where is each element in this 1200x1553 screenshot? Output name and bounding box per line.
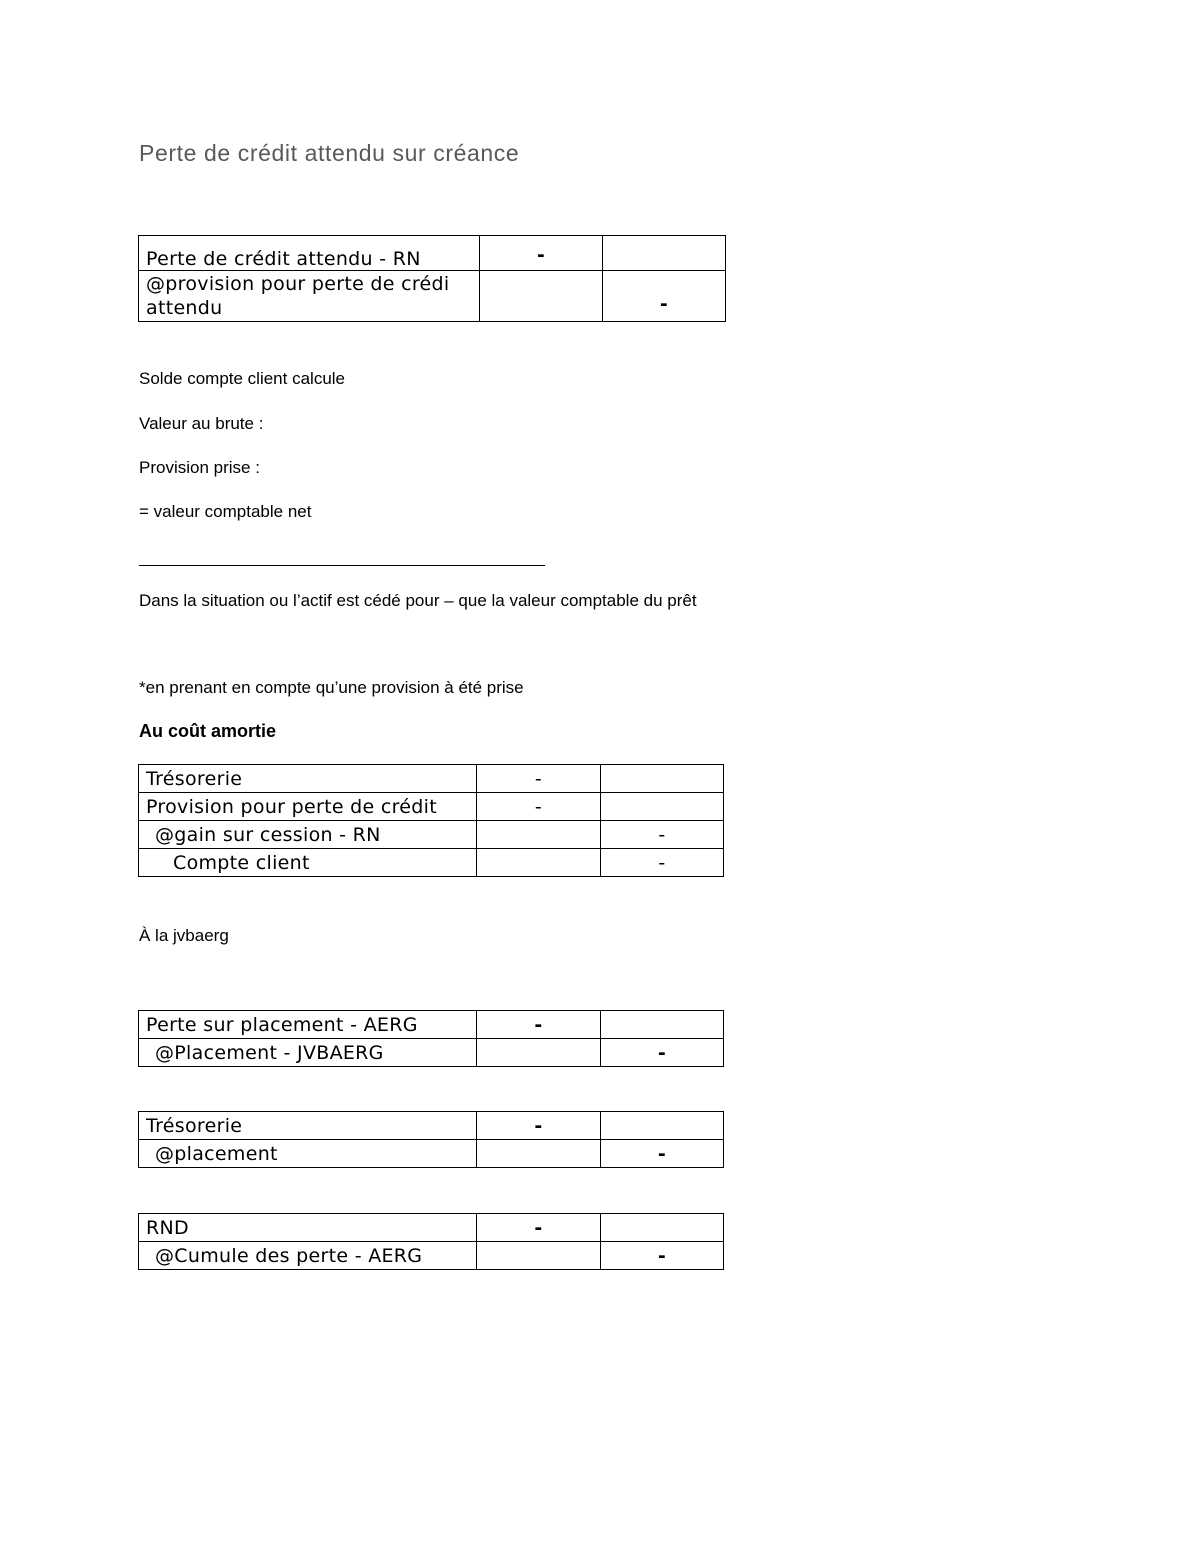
debit-amount: - (477, 793, 601, 821)
entry-account: Compte client (139, 849, 477, 877)
table-row (139, 765, 724, 793)
table-row (139, 793, 724, 821)
table-row (139, 1214, 724, 1242)
table-row (139, 271, 726, 322)
credit-amount: - (601, 849, 724, 877)
entry-account: Trésorerie (139, 765, 477, 793)
journal-entry-credit-loss (138, 235, 726, 322)
document-title: Perte de crédit attendu sur créance (139, 140, 520, 166)
credit-amount (601, 765, 724, 793)
journal-entry-amortized-cost (138, 764, 724, 877)
paragraph-situation: Dans la situation ou l’actif est cédé pour – que la valeur comptable du prêt (139, 591, 697, 610)
credit-amount (601, 1011, 724, 1039)
credit-amount: - (601, 1140, 724, 1168)
entry-account: Provision pour perte de crédit (139, 793, 477, 821)
debit-amount: - (477, 1112, 601, 1140)
table-row (139, 821, 724, 849)
journal-entry-treasury (138, 1111, 724, 1168)
table-row (139, 236, 726, 271)
entry-account: @provision pour perte de crédi attendu (139, 271, 480, 322)
table-row (139, 849, 724, 877)
entry-account: Trésorerie (139, 1112, 477, 1140)
entry-account: @placement (139, 1140, 477, 1168)
debit-amount (477, 1140, 601, 1168)
debit-amount: - (477, 765, 601, 793)
credit-amount: - (603, 271, 726, 322)
paragraph-solde: Solde compte client calcule (139, 369, 346, 388)
debit-amount: - (480, 236, 603, 271)
entry-account: Perte de crédit attendu - RN (139, 236, 480, 271)
debit-amount (477, 821, 601, 849)
credit-amount (603, 236, 726, 271)
credit-amount: - (601, 1242, 724, 1270)
table-row (139, 1242, 724, 1270)
debit-amount (477, 1242, 601, 1270)
credit-amount (601, 793, 724, 821)
credit-amount: - (601, 1039, 724, 1067)
entry-account: @Cumule des perte - AERG (139, 1242, 477, 1270)
debit-amount: - (477, 1214, 601, 1242)
debit-amount (477, 1039, 601, 1067)
debit-amount: - (477, 1011, 601, 1039)
heading-cout-amorti: Au coût amortie (139, 721, 277, 741)
debit-amount (480, 271, 603, 322)
table-row (139, 1011, 724, 1039)
entry-account: @Placement - JVBAERG (139, 1039, 477, 1067)
paragraph-jvbaerg: À la jvbaerg (139, 926, 229, 945)
table-row (139, 1039, 724, 1067)
table-row (139, 1112, 724, 1140)
paragraph-valeur-nette: = valeur comptable net (139, 502, 312, 521)
paragraph-note: *en prenant en compte qu’une provision à été prise (139, 678, 524, 697)
credit-amount: - (601, 821, 724, 849)
journal-entry-placement-loss (138, 1010, 724, 1067)
entry-account: @gain sur cession - RN (139, 821, 477, 849)
journal-entry-rnd (138, 1213, 724, 1270)
horizontal-rule (139, 565, 545, 566)
entry-account: Perte sur placement - AERG (139, 1011, 477, 1039)
paragraph-valeur-brute: Valeur au brute : (139, 414, 264, 433)
credit-amount (601, 1214, 724, 1242)
debit-amount (477, 849, 601, 877)
entry-account: RND (139, 1214, 477, 1242)
table-row (139, 1140, 724, 1168)
credit-amount (601, 1112, 724, 1140)
paragraph-provision-prise: Provision prise : (139, 458, 260, 477)
